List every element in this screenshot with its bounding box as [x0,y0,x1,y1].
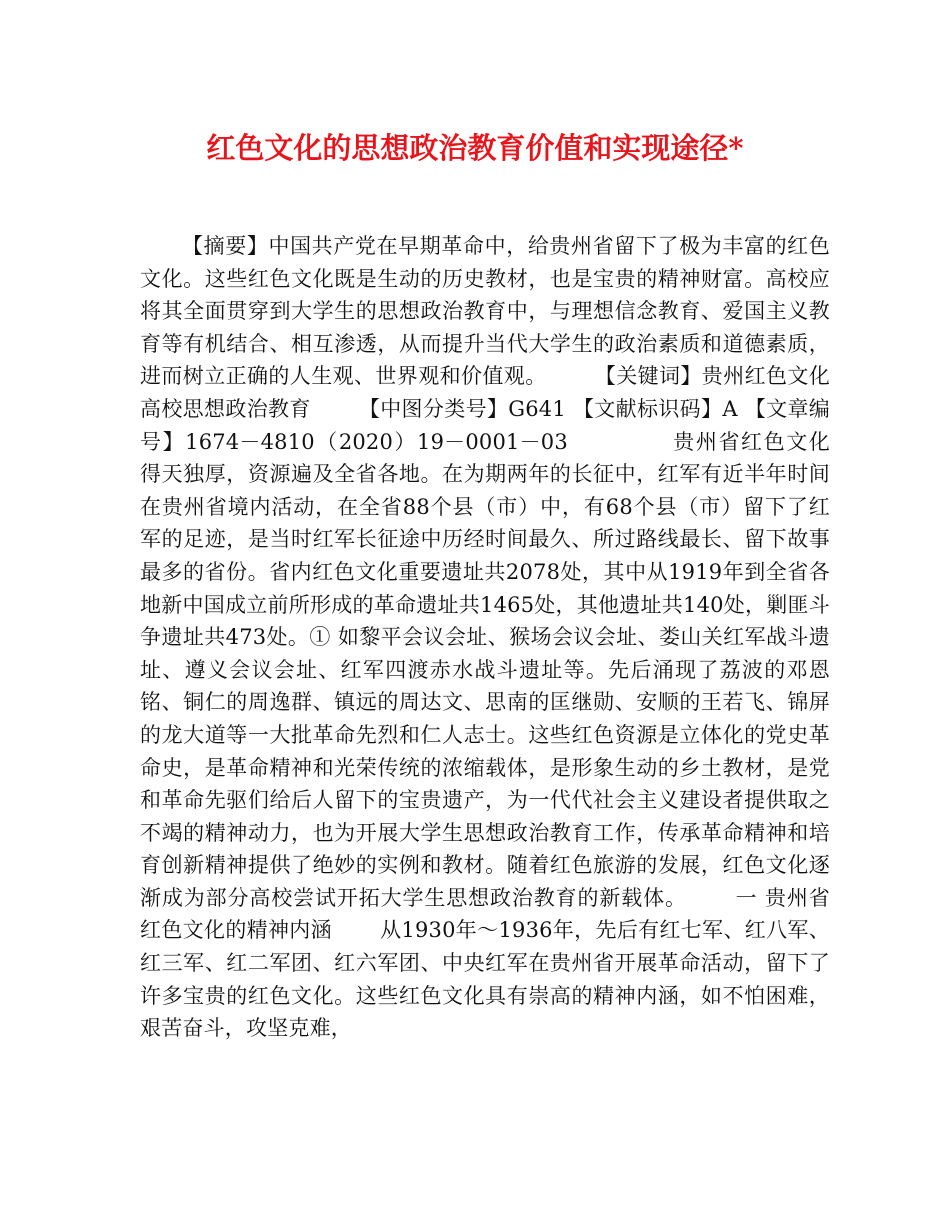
intro-text: 贵州省红色文化得天独厚，资源遍及全省各地。在为期两年的长征中，红军有近半年时间在贵州省境内活动，在全省88个县（市）中，有68个县（市）留下了红军的足迹，是当时红军长征途中历经时间最久、所过路线最长、留下故事最多的省份。省内红色文化重要遗址共2078处，其中从1919年到全省各地新中国成立前所形成的革命遗址共1465处，其他遗址共140处，剿匪斗争遗址共473处。① 如黎平会议会址、猴场会议会址、娄山关红军战斗遗址、遵义会议会址、红军四渡赤水战斗遗址等。先后涌现了荔波的邓恩铭、铜仁的周逸群、镇远的周达文、思南的匡继勋、安顺的王若飞、锦屏的龙大道等一大批革命先烈和仁人志士。这些红色资源是立体化的党史革命史，是革命精神和光荣传统的浓缩载体，是形象生动的乡土教材，是党和革命先驱们给后人留下的宝贵遗产，为一代代社会主义建设者提供取之不竭的精神动力，也为开展大学生思想政治教育工作，传承革命精神和培育创新精神提供了绝妙的实例和教材。随着红色旅游的发展，红色文化逐渐成为部分高校尝试开拓大学生思想政治教育的新载体。 [140,429,830,910]
classification-text: 【中图分类号】G641 [358,396,566,421]
document-title: 红色文化的思想政治教育价值和实现途径* [206,131,744,165]
keywords-text: 【关键词】贵州红色文化高校思想政治教育 [140,364,830,421]
section-text: 从1930年～1936年，先后有红七军、红八军、红三军、红二军团、红六军团、中央红军在贵州省开展革命活动，留下了许多宝贵的红色文化。这些红色文化具有崇高的精神内涵，如不怕困难，艰苦奋斗，攻坚克难， [140,918,830,1041]
abstract-text: 【摘要】中国共产党在早期革命中，给贵州省留下了极为丰富的红色文化。这些红色文化既是生动的历史教材，也是宝贵的精神财富。高校应将其全面贯穿到大学生的思想政治教育中，与理想信念教育、爱国主义教育等有机结合、相互渗透，从而提升当代大学生的政治素质和道德素质，进而树立正确的人生观、世界观和价值观。 [140,234,830,389]
body-paragraph [140,230,830,1045]
article-number-text: 【文章编号】1674－4810（2020）19－0001－03 [140,396,830,454]
section-heading: 一 贵州省红色文化的精神内涵 [140,885,830,943]
doc-code-text: 【文献标识码】A [572,396,738,421]
